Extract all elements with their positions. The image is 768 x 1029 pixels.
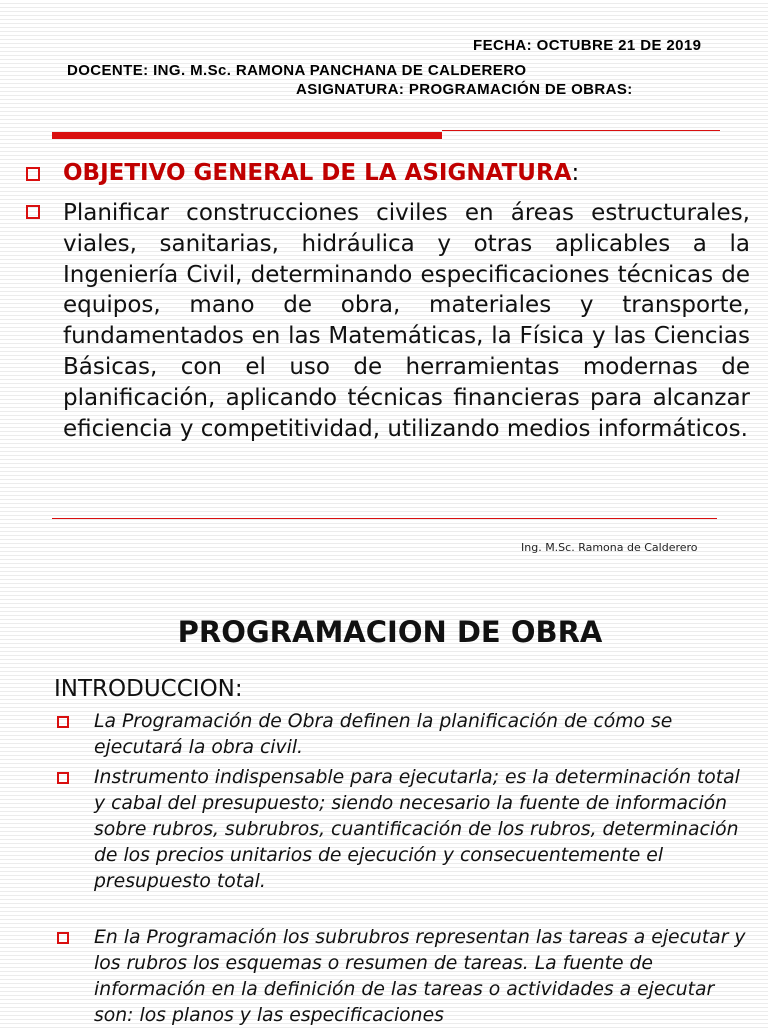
objective-title	[63, 160, 579, 186]
item-bullet-icon	[57, 772, 69, 784]
header-divider-thin	[442, 130, 720, 131]
list-item: La Programación de Obra definen la planificación de cómo se ejecutará la obra civil.	[94, 711, 673, 758]
header-divider-thick	[52, 132, 442, 139]
item-bullet-icon	[57, 716, 69, 728]
objective-body: Planificar construcciones civiles en áreas estructurales, viales, sanitarias, hidráulica y otras aplicables a la Ingeniería Civil, determinando especificaciones técnicas de equipos, mano de obra, materiales y transporte, fundamentados en las Matemáticas, la Física y las Ciencias Básicas, con el uso de herramientas modernas de planificación, aplicando técnicas financieras para alcanzar eficiencia y competitividad, utilizando medios informáticos.	[63, 200, 750, 442]
subject-label: ASIGNATURA: PROGRAMACIÓN DE OBRAS:	[296, 81, 633, 98]
objective-bullet-icon	[26, 167, 40, 181]
objective-title-text: OBJETIVO GENERAL DE LA ASIGNATURA	[63, 160, 572, 186]
objective-body-bullet-icon	[26, 205, 40, 219]
section-title: PROGRAMACION DE OBRA	[177, 615, 603, 649]
date-label: FECHA: OCTUBRE 21 DE 2019	[473, 37, 702, 54]
item-bullet-icon	[57, 932, 69, 944]
body-divider	[52, 518, 717, 519]
list-item: Instrumento indispensable para ejecutarla; es la determinación total y cabal del presupuesto; siendo necesario la fuente de información sobre rubros, subrubros, cuantificación de los rubros, determinación de los precios unitarios de ejecución y consecuentemente el presupuesto total.	[94, 767, 740, 892]
intro-heading: INTRODUCCION:	[54, 676, 243, 702]
list-item: En la Programación los subrubros representan las tareas a ejecutar y los rubros los esquemas o resumen de tareas. La fuente de información en la definición de las tareas o actividades a ejecutar son: los planos y las especificaciones	[94, 927, 746, 1026]
objective-title-colon: :	[571, 160, 580, 186]
author-footer: Ing. M.Sc. Ramona de Calderero	[521, 541, 698, 554]
teacher-label: DOCENTE: ING. M.Sc. RAMONA PANCHANA DE CALDERERO	[67, 62, 527, 79]
